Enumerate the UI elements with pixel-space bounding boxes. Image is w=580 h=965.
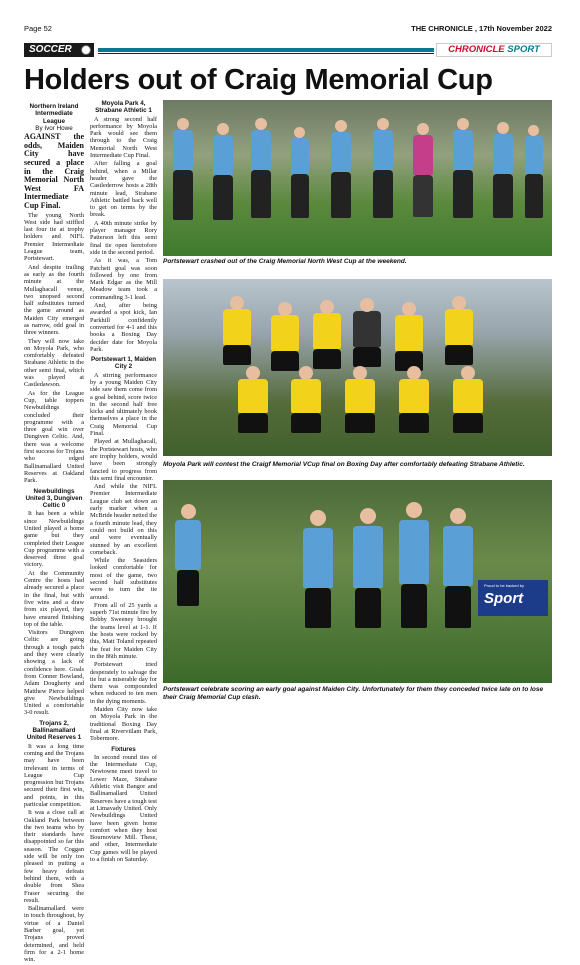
- section-banner: [24, 43, 552, 57]
- paragraph: And while the NIFL Premier Intermediate League club set down an early marker when a McBride header netted the a fourth minute lead, they could not build on this and were eventually stunned by an excellent comeback.: [90, 483, 157, 556]
- photo-caption-3: Portstewart celebrate scoring an early goal against Maiden City. Unfortunately for them they conceded twice late on to lose their Craig Memorial Cup clash.: [163, 686, 544, 701]
- byline: By Ivor Howe: [35, 124, 73, 132]
- paragraph: Ballinamallard were in touch throughout, by virtue of a Daniel Barber goal, yet Trojans proved determined, and held firm for a 2-1 home win.: [24, 905, 84, 964]
- sponsor-board-word: Sport: [484, 590, 524, 607]
- photo-moyola-team: [163, 279, 552, 456]
- publication-date: THE CHRONICLE , 17th November 2022: [411, 24, 552, 33]
- photo-portstewart-team: [163, 100, 552, 256]
- headline: Holders out of Craig Memorial Cup: [24, 64, 493, 96]
- page-number: Page 52: [24, 24, 52, 33]
- paragraph: And despite trailing as early as the fourth minute at the Mullaghacall venue, two unopsed second half substitutes turned the game around as Maiden City emerged as narrow, odd goal in three winners.: [24, 263, 84, 337]
- logo-sport: SPORT: [507, 44, 540, 55]
- intro-heading-text: Northern Ireland Intermediate League: [29, 103, 79, 125]
- paragraph: Visitors Dungiven Celtic are going through a tough patch and they were clearly showing a lack of confidence here. Goals from Conner Bowland, Adam Dougherty and Matthew Pierce helped give Newbuildings United a comfortable 3-0 result.: [24, 629, 84, 717]
- paragraph: In second round ties of the Intermediate Cup, Newtowne meet travel to Lower Maze, Strabane Athletic visit Bangor and Ballinamallard United Reserves have a tough test at Limavady United. Only Newbuildings United have been given home comfort when they host Bournoview Mill. These, and other, Intermediate Cup games will be played to a finish on Saturday.: [90, 753, 157, 863]
- sponsor-board: [478, 580, 548, 616]
- paragraph: Played at Mullaghacall, the Portstewart hosts, who are trophy holders, would have been strongly fancied to progress from this semi final encounter.: [90, 438, 157, 482]
- subheading-fixtures: Fixtures: [111, 745, 136, 753]
- page-header: [24, 24, 552, 36]
- paragraph: Maiden City now take on Moyola Park in the traditional Boxing Day final at Riverviilam Park, Tobermore.: [90, 706, 157, 743]
- paragraph: It has been a while since Newbuildings United played a home game but they completed their League Cup programme with a deserved three goal victory.: [24, 510, 84, 569]
- banner-rule: [98, 48, 434, 52]
- paragraph: They will now take on Moyola Park, who comfortably defeated Strabane Athletic in the other semi final, which was played at Castledawson.: [24, 337, 84, 389]
- paragraph: It was a long time coming and the Trojans may have been irrelevant in terms of League Cup progression but Trojans secured their first win, and points, in this particular competition.: [24, 742, 84, 808]
- subheading-newbuildings: Newbuildings United 3, Dungiven Celtic 0: [25, 487, 83, 510]
- paragraph: From all of 25 yards a superb 71st minute fire by Bobby Sweeney brought the teams level at 1-1. If the hosts were rocked by this, Matt Toland repeated the feat for Maiden City in the 86th minute.: [90, 601, 157, 660]
- article-column-1: [24, 100, 84, 965]
- paragraph: A stirring performance by a young Maiden City side saw them come from a goal behind, score twice in the second half free kicks and ultimately book themselves a place in the Craig Memorial Cup Final.: [90, 371, 157, 438]
- paragraph: While the Seasiders looked comfortable for most of the game, two second half substitutes were to turn the tie around.: [90, 557, 157, 601]
- paragraph: After falling a goal behind, when a Millar header gave the Castlederrow hosts a 28th minute lead, Strabane Athletic battled back well to get on terms by the break.: [90, 160, 157, 219]
- logo-chronicle: CHRONICLE: [448, 44, 505, 55]
- photo-caption-1: Portstewart crashed out of the Craig Memorial North West Cup at the weekend.: [163, 258, 407, 265]
- subheading-trojans: Trojans 2, Ballinamallard United Reserves 1: [26, 719, 82, 742]
- paragraph: It was a close call at Oakland Park between the two teams who by their standards have disappointed so far this season. The Coggan side will be only too pleased in putting a few heavy defeats behind them, with a double from Shea Fraser securing the result.: [24, 809, 84, 904]
- paragraph: Portstewart tried desperately to salvage the tie but a miserable day for them was compounded when reduced to ten men in the dying moments.: [90, 661, 157, 705]
- subheading-moyola: Moyola Park 4, Strabane Athletic 1: [95, 100, 152, 115]
- section-label-text: SOCCER: [29, 44, 72, 55]
- paragraph: As it was, a Tom Patchett goal was soon followed by one from Mark Edgar as the Mill Meadow team took a commanding 3-1 lead.: [90, 257, 157, 301]
- section-label: [24, 43, 94, 57]
- photo-goal-celebration: [163, 480, 552, 683]
- photo-caption-2: Moyola Park will contest the Craigf Memorial VCup final on Boxing Day after comfortably defeating Strabane Athletic.: [163, 461, 525, 468]
- paragraph: And, after being awarded a spot kick, Ian Parkhill confidently converted for 4-1 and this books a Boxing Day decider date for Moyola Park.: [90, 302, 157, 353]
- football-icon: [81, 45, 91, 55]
- paragraph: At the Community Centre the hosts had already secured a place in the final, but with five wins and a draw from six played, they have ensured finishing top of the table.: [24, 569, 84, 628]
- paragraph: A 40th minute strike by player manager Rory Patterson left this semi final tie open heretofore side in the second period.: [90, 219, 157, 256]
- paragraph: The young North West side had stiffled last four tie at trophy holders and NIFL Premier Intermediate League team, Portstewart.: [24, 211, 84, 263]
- chronicle-sport-logo: [436, 43, 552, 57]
- paragraph: A strong second half performance by Moyola Park would see them through to the Craig Memorial North West Intermediate Cup Final.: [90, 115, 157, 160]
- lead-paragraph: AGAINST the odds, Maiden City have secured a place in the Craig Memorial North West FA Intermediate Cup Final.: [24, 132, 84, 210]
- paragraph: As for the League Cup, table toppers Newbuildings concluded their programme with a three goal win over Dungiven Celtic. And, there was a welcome first success for Trojans who edged Ballinamallard United Reserves at Oakland Park.: [24, 389, 84, 485]
- intro-heading: [24, 103, 84, 132]
- article-column-2: [90, 100, 157, 864]
- banner-rule-thin: [98, 53, 434, 54]
- sponsor-board-tagline: Proud to be backed by: [484, 583, 525, 588]
- subheading-portstewart: Portstewart 1, Maiden City 2: [90, 356, 157, 371]
